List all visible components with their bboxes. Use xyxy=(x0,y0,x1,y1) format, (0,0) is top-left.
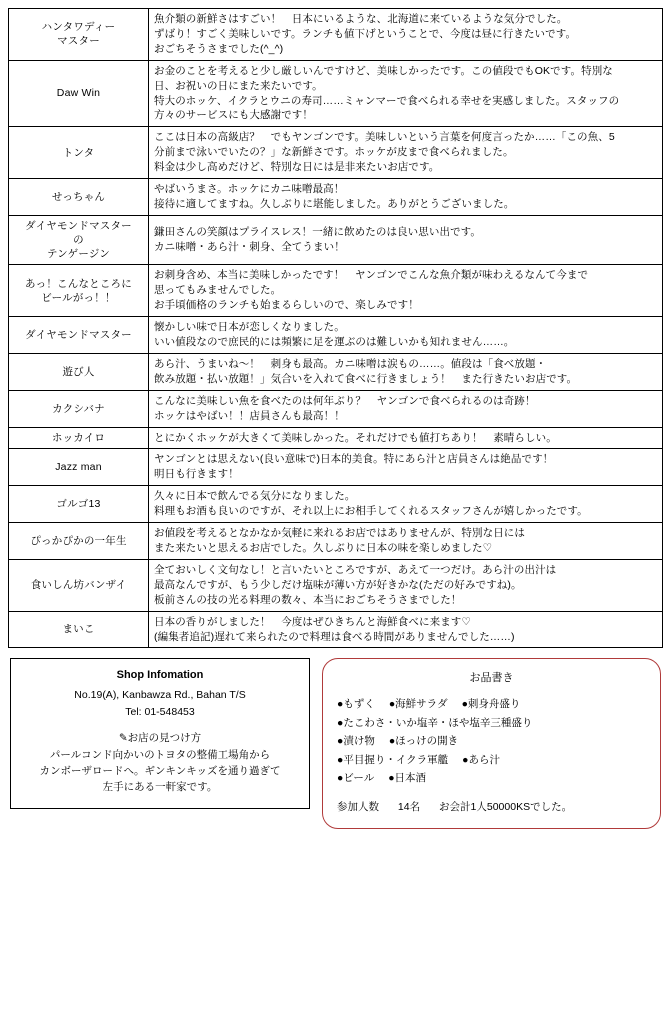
table-row xyxy=(9,353,663,390)
table-row xyxy=(9,127,663,179)
menu-item: ●刺身舟盛り xyxy=(461,698,521,711)
menu-row xyxy=(337,695,646,713)
menu-title: お品書き xyxy=(469,672,514,685)
comment-text: 日本の香りがしました！ 今度はぜひきちんと海鮮食べに来ます♡ (編集者追記)遅れて来られたので料理は食べる時間がありませんでした……) xyxy=(149,611,663,648)
menu-item: ●ビール xyxy=(337,771,375,784)
table-row xyxy=(9,523,663,560)
comment-text: 鎌田さんの笑顔はプライスレス！一緒に飲めたのは良い思い出です。 カニ味噌・あら汁・刺身、全てうまい！ xyxy=(149,215,663,265)
menu-item: ●あら汁 xyxy=(462,753,500,766)
commenter-name: ハンタワディー マスター xyxy=(9,9,149,61)
table-row xyxy=(9,427,663,449)
commenter-name: Daw Win xyxy=(9,60,149,127)
menu-item: ●漬け物 xyxy=(337,735,375,748)
comment-text: お値段を考えるとなかなか気軽に来れるお店ではありませんが、特別な日には また来たいと思えるお店でした。久しぶりに日本の味を楽しめました♡ xyxy=(149,523,663,560)
commenter-name: ホッカイロ xyxy=(9,427,149,449)
menu-item: ●平目握り・イクラ軍艦 xyxy=(337,753,449,766)
table-row xyxy=(9,60,663,127)
comment-text: ここは日本の高級店？ でもヤンゴンです。美味しいという言葉を何度言ったか……「この魚、5 分前まで泳いでいたの？」な新鮮さです。ホッケが皮まで食べられました。 料金は少し高めだけど、特別な日には是非来たいお店です。 xyxy=(149,127,663,179)
commenter-name: ゴルゴ13 xyxy=(9,486,149,523)
commenter-name: ダイヤモンドマスター xyxy=(9,317,149,354)
table-row xyxy=(9,215,663,265)
shop-directions-line: 左手にある一軒家です。 xyxy=(102,781,218,794)
menu-box xyxy=(322,658,661,829)
commenter-name: Jazz man xyxy=(9,449,149,486)
table-row xyxy=(9,486,663,523)
table-row xyxy=(9,179,663,216)
comment-text: 久々に日本で飲んでる気分になりました。 料理もお酒も良いのですが、それ以上にお相手してくれるスタッフさんが嬉しかったです。 xyxy=(149,486,663,523)
table-row xyxy=(9,9,663,61)
commenter-name: カクシバナ xyxy=(9,390,149,427)
commenter-name: ダイヤモンドマスター の テンゲージン xyxy=(9,215,149,265)
shop-information-title: Shop Infomation xyxy=(116,669,204,682)
shop-directions-lines xyxy=(19,747,301,796)
shop-directions-heading: ✎お店の見つけ方 xyxy=(118,731,202,744)
comment-text: あら汁、うまいね〜！ 刺身も最高。カニ味噌は涙もの……。値段は「食べ放題・ 飲み放題・払い放題！」気合いを入れて食べに行きましょう！ また行きたいお店です。 xyxy=(149,353,663,390)
comments-table xyxy=(8,8,663,648)
commenter-name: 食いしん坊バンザイ xyxy=(9,559,149,611)
shop-directions xyxy=(19,730,301,796)
comment-text: とにかくホッケが大きくて美味しかった。それだけでも値打ちあり！ 素晴らしい。 xyxy=(149,427,663,449)
menu-item: ●日本酒 xyxy=(388,771,427,784)
table-row xyxy=(9,317,663,354)
menu-footer xyxy=(337,799,646,814)
comment-text: 全ておいしく文句なし！と言いたいところですが、あえて一つだけ。あら汁の出汁は 最高なんですが、もう少しだけ塩味が薄い方が好きかな(ただの好みですね)。 板前さんの技の光る料理の数々、本当におごちそうさまでした！ xyxy=(149,559,663,611)
menu-list xyxy=(337,695,646,787)
attendees-value: 14名 xyxy=(397,801,421,814)
table-row xyxy=(9,265,663,317)
table-row xyxy=(9,390,663,427)
menu-item: ●たこわさ・いか塩辛・ほや塩辛三種盛り xyxy=(337,716,533,729)
table-row xyxy=(9,611,663,648)
commenter-name: トンタ xyxy=(9,127,149,179)
shop-telephone: Tel: 01-548453 xyxy=(125,705,195,718)
total-label: お会計1人50000KSでした。 xyxy=(439,801,573,814)
table-row xyxy=(9,559,663,611)
comment-text: お刺身含め、本当に美味しかったです！ ヤンゴンでこんな魚介類が味わえるなんて今まで 思ってもみませんでした。 お手頃価格のランチも始まるらしいので、楽しみです！ xyxy=(149,265,663,317)
bottom-section xyxy=(8,658,663,829)
comment-text: やばいうまさ。ホッケにカニ味噌最高！ 接待に適してますね。久しぶりに堪能しました。ありがとうございました。 xyxy=(149,179,663,216)
table-row xyxy=(9,449,663,486)
comment-text: お金のことを考えると少し厳しいんですけど、美味しかったです。この値段でもOKです。特別な 日、お祝いの日にまた来たいです。 特大のホッケ、イクラとウニの寿司……ミャンマーで食べられる幸せを実感しました。スタッフの 方々のサービスにも大感謝です！ xyxy=(149,60,663,127)
menu-row xyxy=(337,714,646,732)
attendees-label: 参加人数 xyxy=(337,801,379,814)
comment-text: 魚介類の新鮮さはすごい！ 日本にいるような、北海道に来ているような気分でした。 ずばり！すごく美味しいです。ランチも値下げということで、今度は昼に行きたいです。 おごちそうさまでした(^_^) xyxy=(149,9,663,61)
comment-text: こんなに美味しい魚を食べたのは何年ぶり？ ヤンゴンで食べられるのは奇跡！ ホッケはやばい！！店員さんも最高！！ xyxy=(149,390,663,427)
commenter-name: 遊び人 xyxy=(9,353,149,390)
shop-information-box xyxy=(10,658,310,808)
menu-item: ●海鮮サラダ xyxy=(388,698,448,711)
shop-address: No.19(A), Kanbawza Rd., Bahan T/S xyxy=(74,689,246,702)
menu-item: ●ほっけの開き xyxy=(388,735,459,748)
menu-row xyxy=(337,769,646,787)
shop-directions-line: カンボーザロードへ。ギンキンキッズを通り過ぎて xyxy=(39,765,281,778)
menu-row xyxy=(337,732,646,750)
commenter-name: あっ！こんなところに ビールがっ！！ xyxy=(9,265,149,317)
commenter-name: せっちゃん xyxy=(9,179,149,216)
menu-item: ●もずく xyxy=(337,698,375,711)
comment-text: 懐かしい味で日本が恋しくなりました。 いい値段なので庶民的には頻繁に足を運ぶのは難しいかも知れません……。 xyxy=(149,317,663,354)
menu-row xyxy=(337,751,646,769)
comment-text: ヤンゴンとは思えない(良い意味で)日本的美食。特にあら汁と店員さんは絶品です！ 明日も行きます！ xyxy=(149,449,663,486)
shop-directions-line: パールコンド向かいのトヨタの整備工場角から xyxy=(49,748,271,761)
comments-table-body xyxy=(9,9,663,648)
commenter-name: まいこ xyxy=(9,611,149,648)
commenter-name: ぴっかぴかの一年生 xyxy=(9,523,149,560)
